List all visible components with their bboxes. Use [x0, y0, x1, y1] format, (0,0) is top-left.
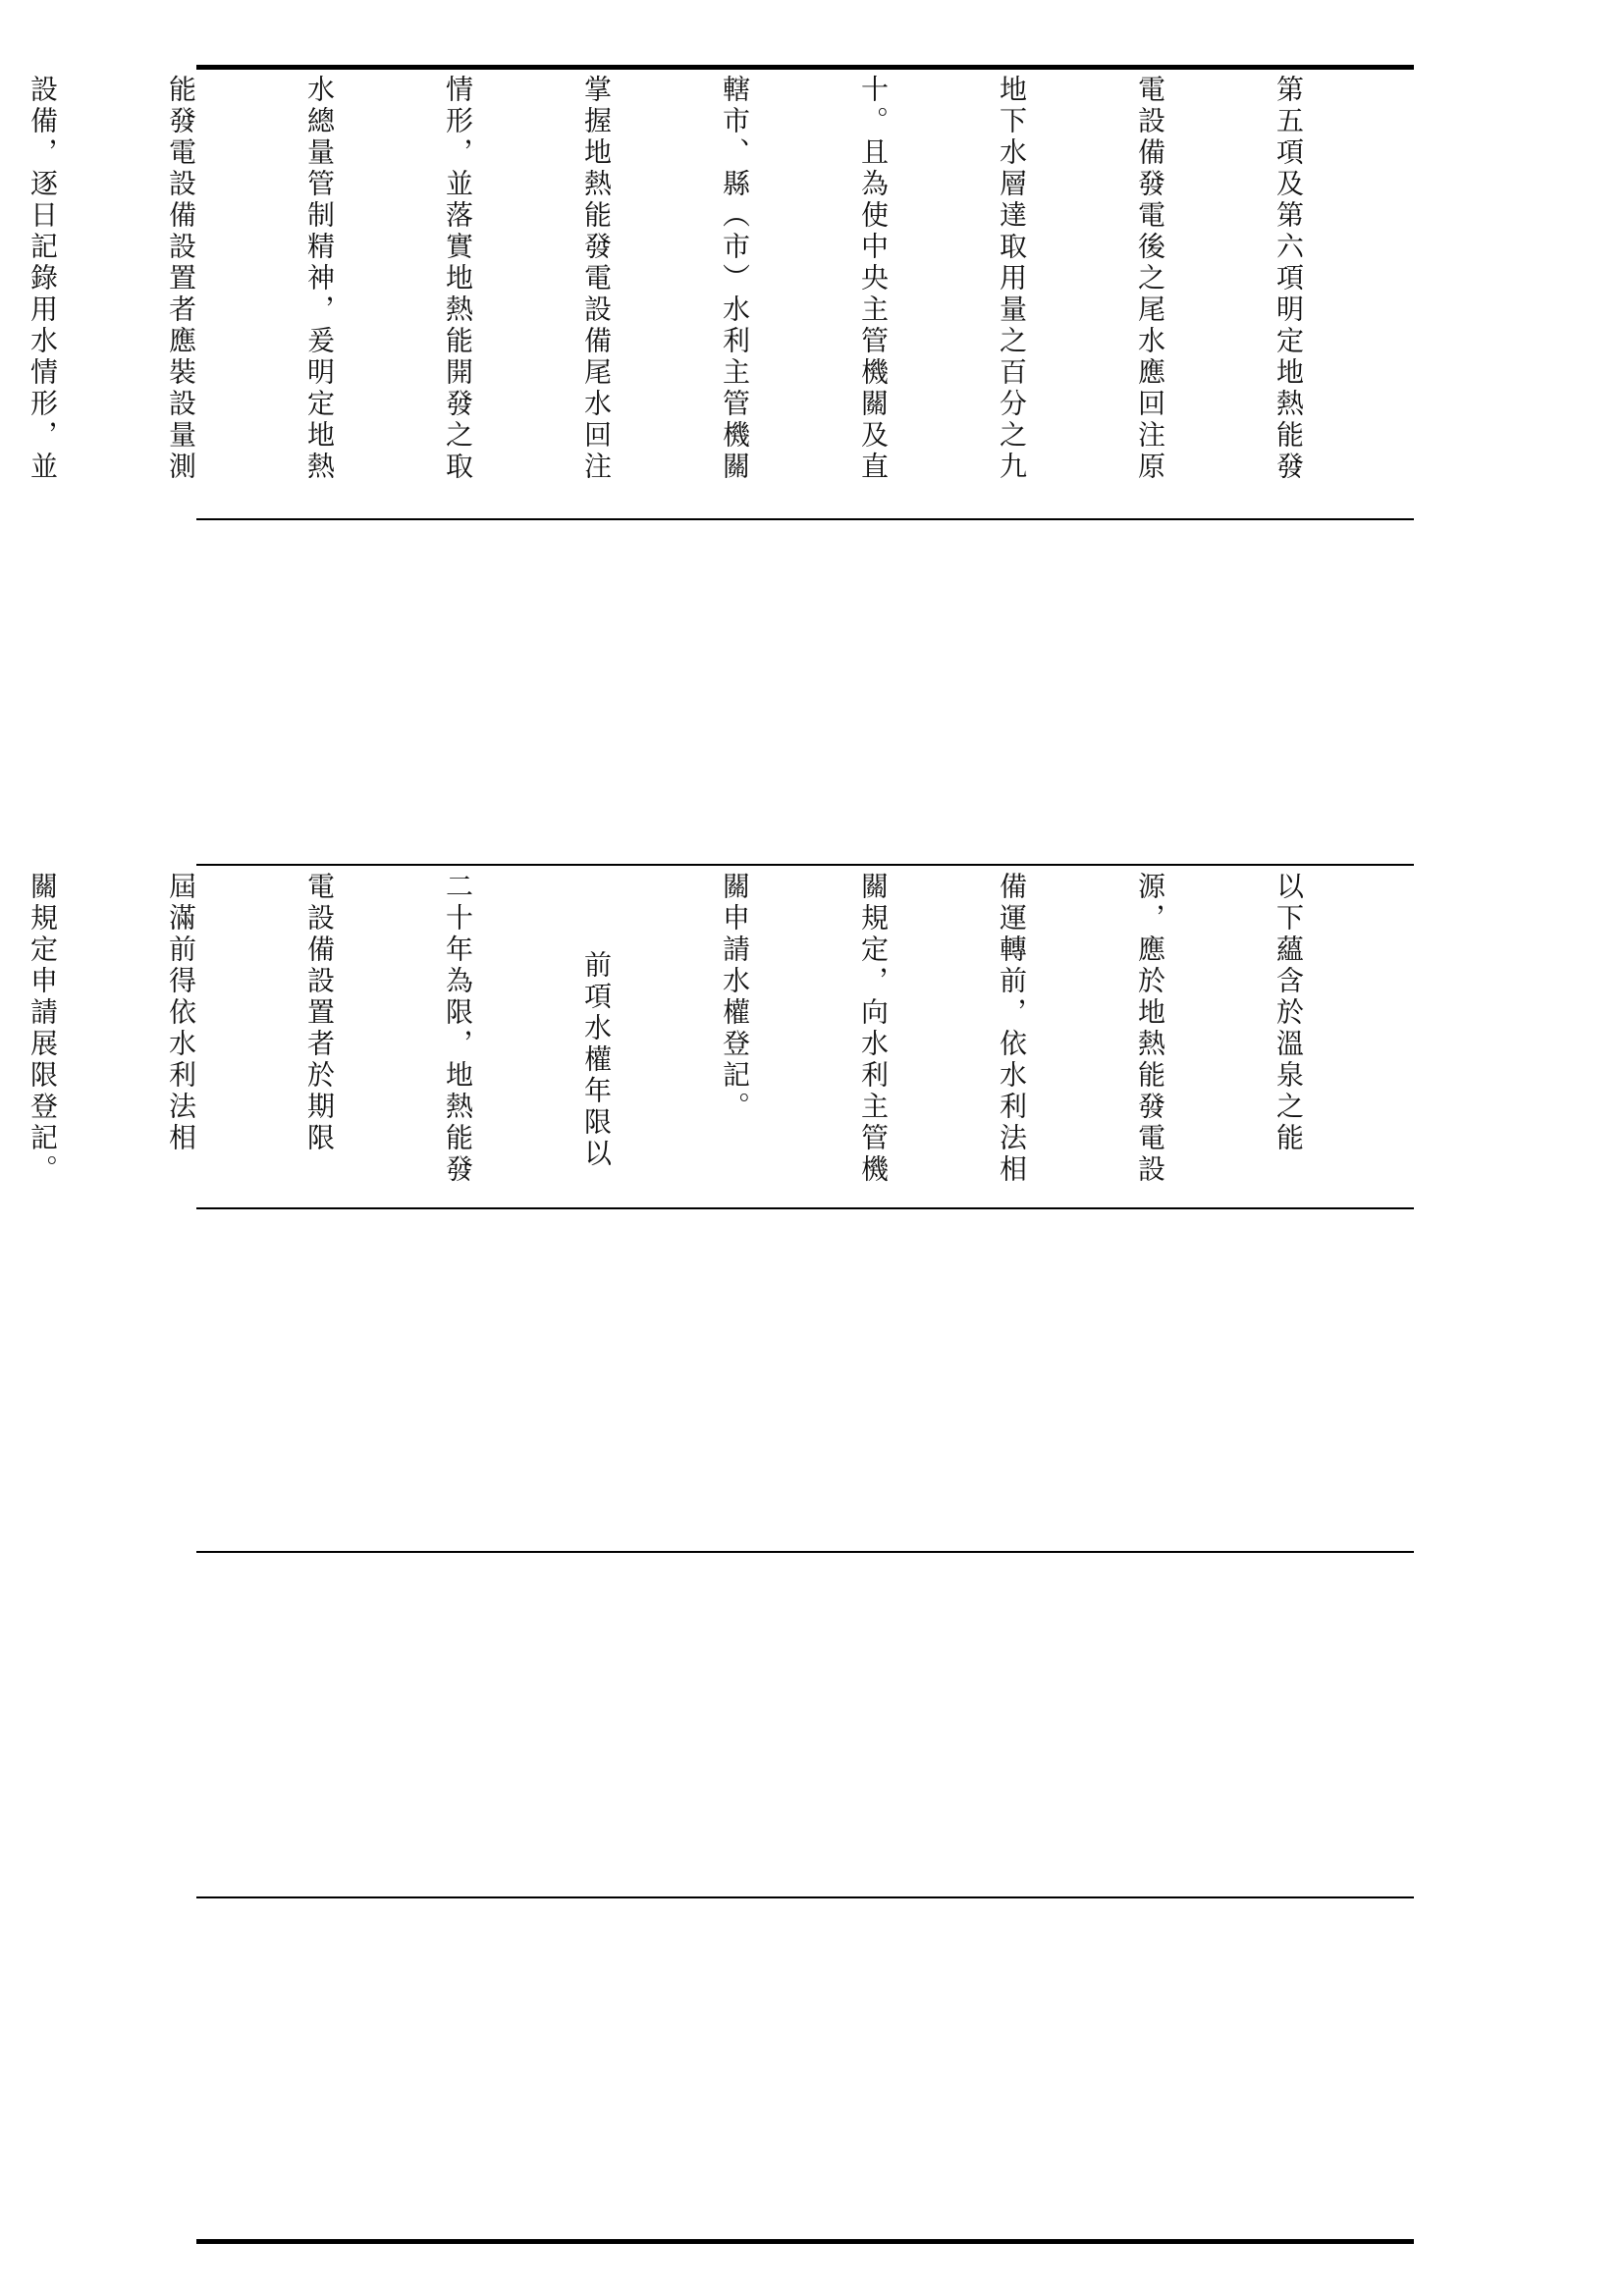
text-line: 關規定，向水利主管機 — [857, 872, 890, 1186]
column-divider — [196, 1896, 1414, 1898]
column-divider — [196, 1551, 1414, 1553]
text-line: 屆滿前得依水利法相 — [165, 872, 197, 1154]
text-line: 第五項及第六項明定地熱能發 — [1272, 75, 1305, 483]
column-divider — [196, 1207, 1414, 1209]
bottom-border-rule — [196, 2239, 1414, 2244]
text-line: 前項水權年限以 — [580, 950, 613, 1170]
column-divider — [196, 864, 1414, 866]
text-line: 水總量管制精神，爰明定地熱 — [303, 75, 336, 483]
text-line: 掌握地熱能發電設備尾水回注 — [580, 75, 613, 483]
top-border-rule — [196, 65, 1414, 70]
text-line: 關規定申請展限登記。 — [27, 872, 59, 1186]
text-line: 地下水層達取用量之百分之九 — [996, 75, 1028, 483]
text-line: 電設備發電後之尾水應回注原 — [1134, 75, 1166, 483]
text-line: 能發電設備設置者應裝設量測 — [165, 75, 197, 483]
text-line: 二十年為限，地熱能發 — [442, 872, 474, 1186]
text-line: 轄市、縣（市）水利主管機關 — [719, 75, 751, 483]
text-line: 情形，並落實地熱能開發之取 — [442, 75, 474, 483]
column-divider — [196, 518, 1414, 520]
text-line: 以下蘊含於溫泉之能 — [1272, 872, 1305, 1154]
text-line: 關申請水權登記。 — [719, 872, 751, 1123]
text-line: 備運轉前，依水利法相 — [996, 872, 1028, 1186]
explanation-column-text — [27, 75, 1404, 516]
text-line: 十。且為使中央主管機關及直 — [857, 75, 890, 483]
text-line: 電設備設置者於期限 — [303, 872, 336, 1154]
text-line: 源，應於地熱能發電設 — [1134, 872, 1166, 1186]
proposed-article-text — [27, 872, 1404, 1205]
text-line: 設備，逐日記錄用水情形，並 — [27, 75, 59, 483]
